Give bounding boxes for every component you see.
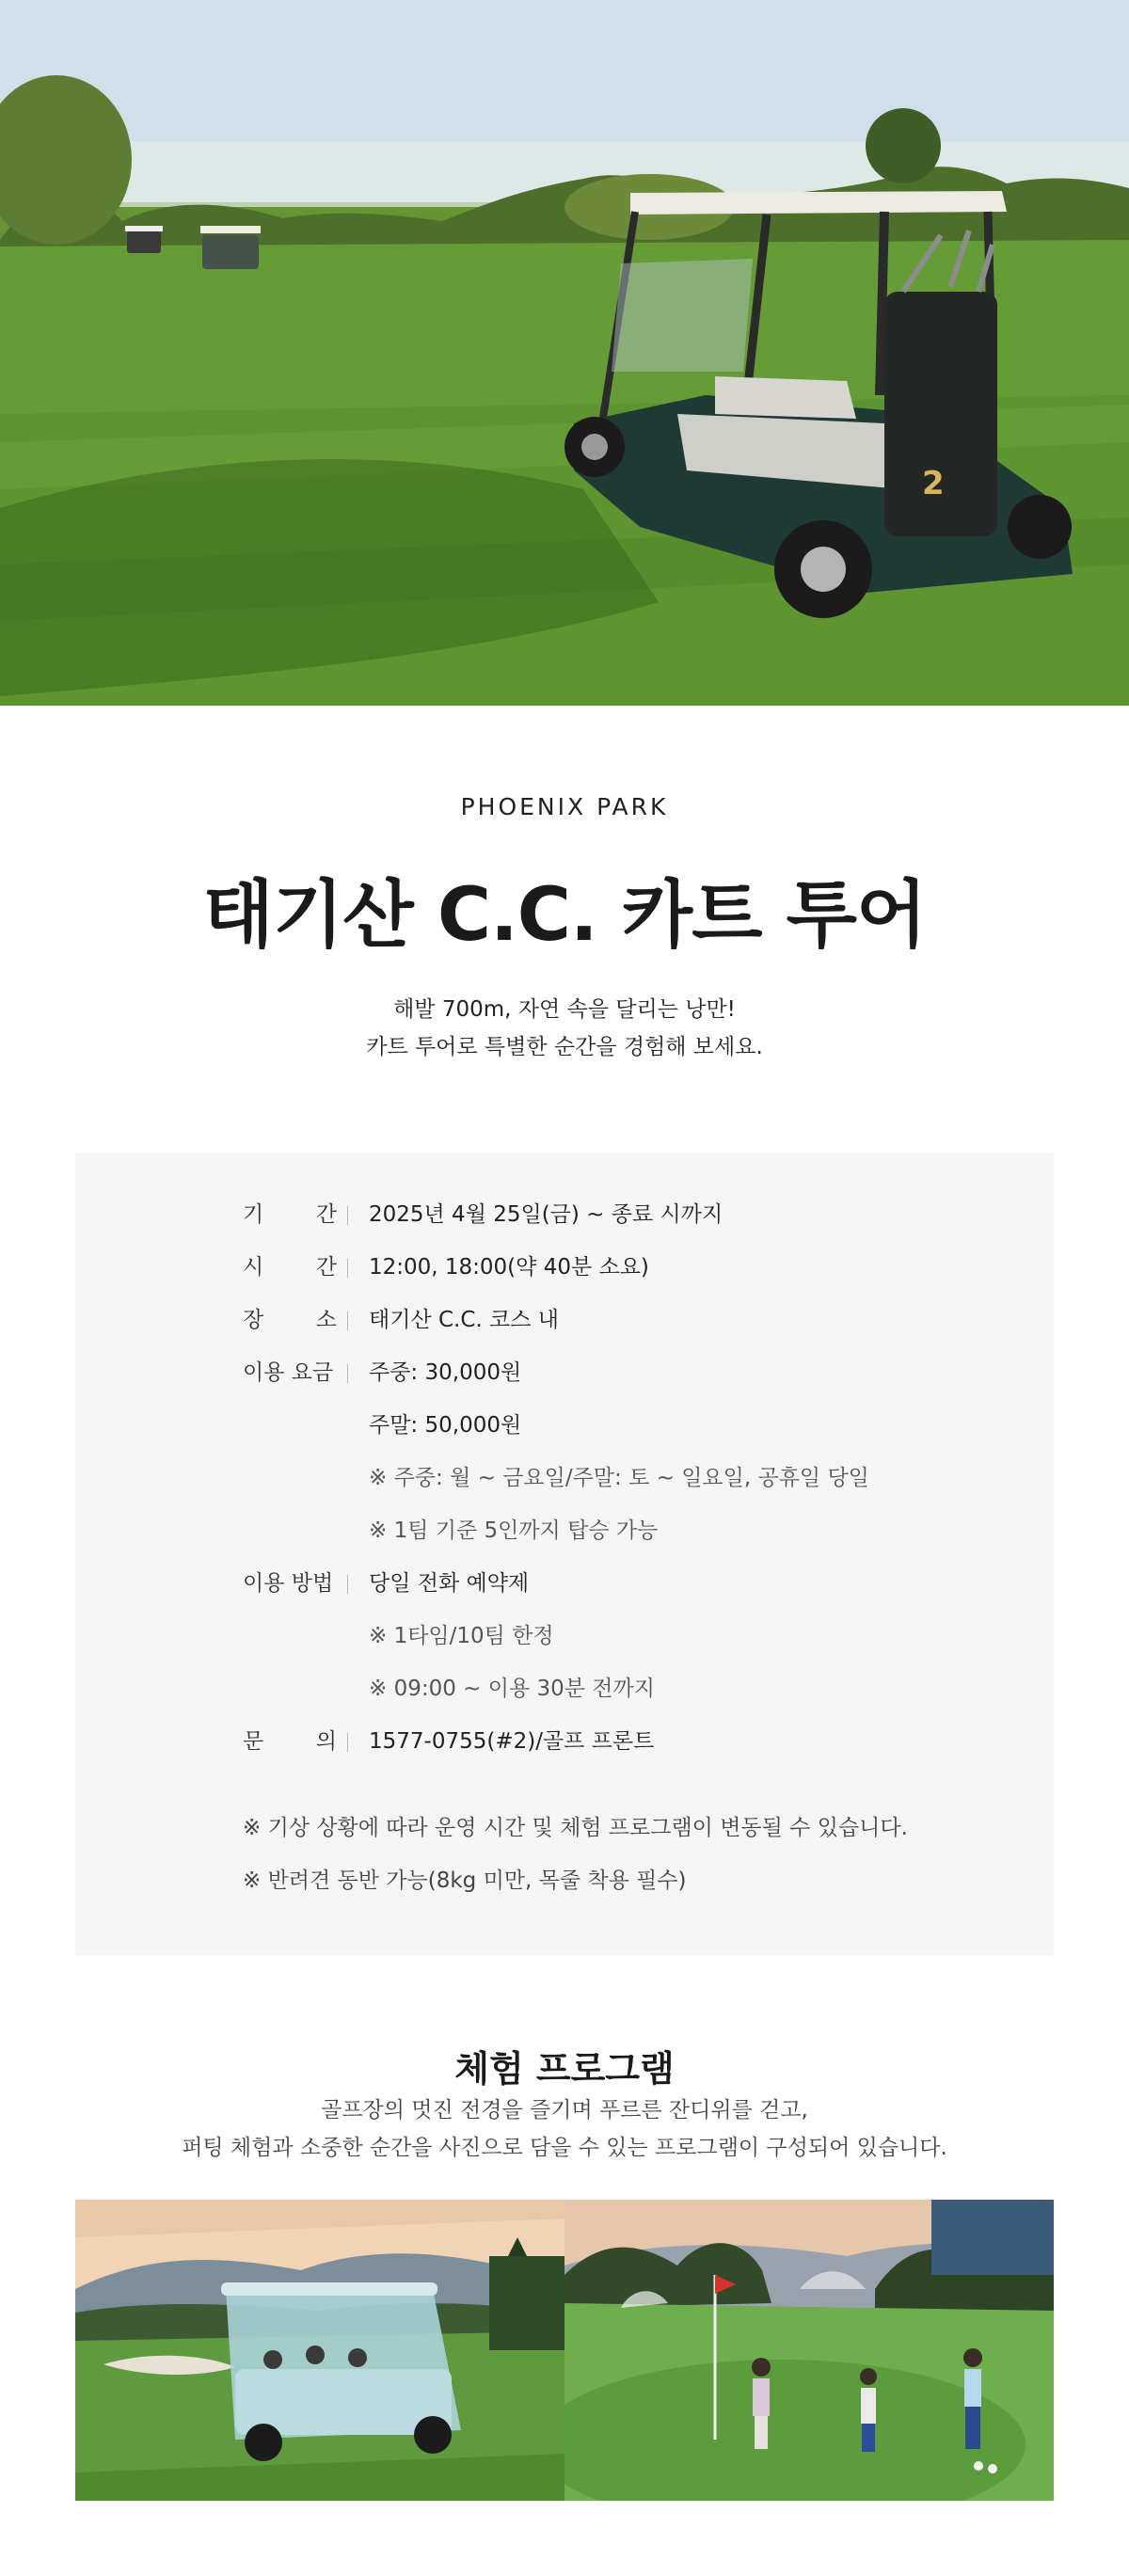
program-photos — [75, 2200, 1054, 2501]
info-row-label — [243, 1725, 337, 1757]
info-row-value: 태기산 C.C. 코스 내 — [369, 1308, 559, 1332]
info-row — [243, 1304, 995, 1357]
info-row-label — [243, 1251, 337, 1283]
info-row-divider — [347, 1206, 348, 1225]
photo-cart-tour — [75, 2200, 564, 2501]
info-row-note: ※ 1팀 기준 5인까지 탑승 가능 — [369, 1519, 659, 1543]
lead-text — [0, 991, 1129, 1066]
info-row-divider — [347, 1364, 348, 1383]
info-row — [243, 1251, 995, 1304]
info-row-label-part: 간 — [315, 1255, 337, 1280]
info-row-label — [243, 1357, 337, 1389]
info-row — [243, 1673, 995, 1725]
info-row-label-part: 장 — [243, 1308, 264, 1332]
info-row — [243, 1725, 995, 1778]
lead-line: 카트 투어로 특별한 순간을 경험해 보세요. — [366, 1035, 763, 1059]
program-desc-line: 골프장의 멋진 전경을 즐기며 푸르른 잔디위를 걷고, — [321, 2098, 808, 2123]
info-row-label-part: 간 — [315, 1202, 337, 1227]
info-row-label — [243, 1567, 337, 1599]
info-row-value: 1577-0755(#2)/골프 프론트 — [369, 1729, 655, 1754]
info-note: ※ 반려견 동반 가능(8kg 미만, 목줄 착용 필수) — [243, 1868, 687, 1893]
info-row-divider — [347, 1259, 348, 1278]
info-row-label-part: 기 — [243, 1202, 264, 1227]
info-row — [243, 1199, 995, 1251]
info-row-value: 주말: 50,000원 — [369, 1413, 522, 1438]
info-row — [243, 1620, 995, 1673]
page-title: 태기산 C.C. 카트 투어 — [202, 873, 927, 958]
info-row-label-part: 이용 요금 — [243, 1360, 334, 1385]
info-row-note: ※ 주중: 월 ~ 금요일/주말: 토 ~ 일요일, 공휴일 당일 — [369, 1466, 869, 1490]
info-row-label-part: 시 — [243, 1255, 264, 1280]
info-row-divider — [347, 1575, 348, 1594]
info-row-note: ※ 09:00 ~ 이용 30분 전까지 — [369, 1677, 655, 1701]
info-note: ※ 기상 상황에 따라 운영 시간 및 체험 프로그램이 변동될 수 있습니다. — [243, 1816, 908, 1840]
lead-line: 해발 700m, 자연 속을 달리는 낭만! — [393, 997, 736, 1022]
info-row-label — [243, 1199, 337, 1231]
info-row-value: 주중: 30,000원 — [369, 1360, 522, 1385]
info-row — [243, 1462, 995, 1515]
info-row-value: 12:00, 18:00(약 40분 소요) — [369, 1255, 649, 1280]
info-row-label-part: 문 — [243, 1729, 264, 1754]
program-desc — [0, 2091, 1129, 2167]
info-notes — [243, 1812, 1052, 1917]
info-row-divider — [347, 1312, 348, 1330]
info-row-note: ※ 1타임/10팀 한정 — [369, 1624, 554, 1648]
info-row-value: 2025년 4월 25일(금) ~ 종료 시까지 — [369, 1202, 724, 1227]
info-row-divider — [347, 1733, 348, 1752]
info-row-label-part: 의 — [315, 1729, 337, 1754]
info-row-label — [243, 1304, 337, 1336]
golf-cart-scene — [0, 0, 1129, 706]
cart-number: 2 — [922, 465, 945, 502]
info-row — [243, 1409, 995, 1462]
info-row-label-part: 소 — [315, 1308, 337, 1332]
program-title: 체험 프로그램 — [454, 2048, 675, 2090]
program-desc-line: 퍼팅 체험과 소중한 순간을 사진으로 담을 수 있는 프로그램이 구성되어 있습니다. — [182, 2136, 947, 2160]
info-row-value: 당일 전화 예약제 — [369, 1571, 530, 1596]
info-row — [243, 1515, 995, 1567]
info-row-label-part: 이용 방법 — [243, 1571, 334, 1596]
brand-name: PHOENIX PARK — [460, 793, 669, 820]
info-rows — [243, 1199, 995, 1778]
hero-image — [0, 0, 1129, 706]
photo-putting — [564, 2200, 1054, 2501]
info-row — [243, 1357, 995, 1409]
info-panel — [75, 1153, 1054, 1955]
info-row — [243, 1567, 995, 1620]
